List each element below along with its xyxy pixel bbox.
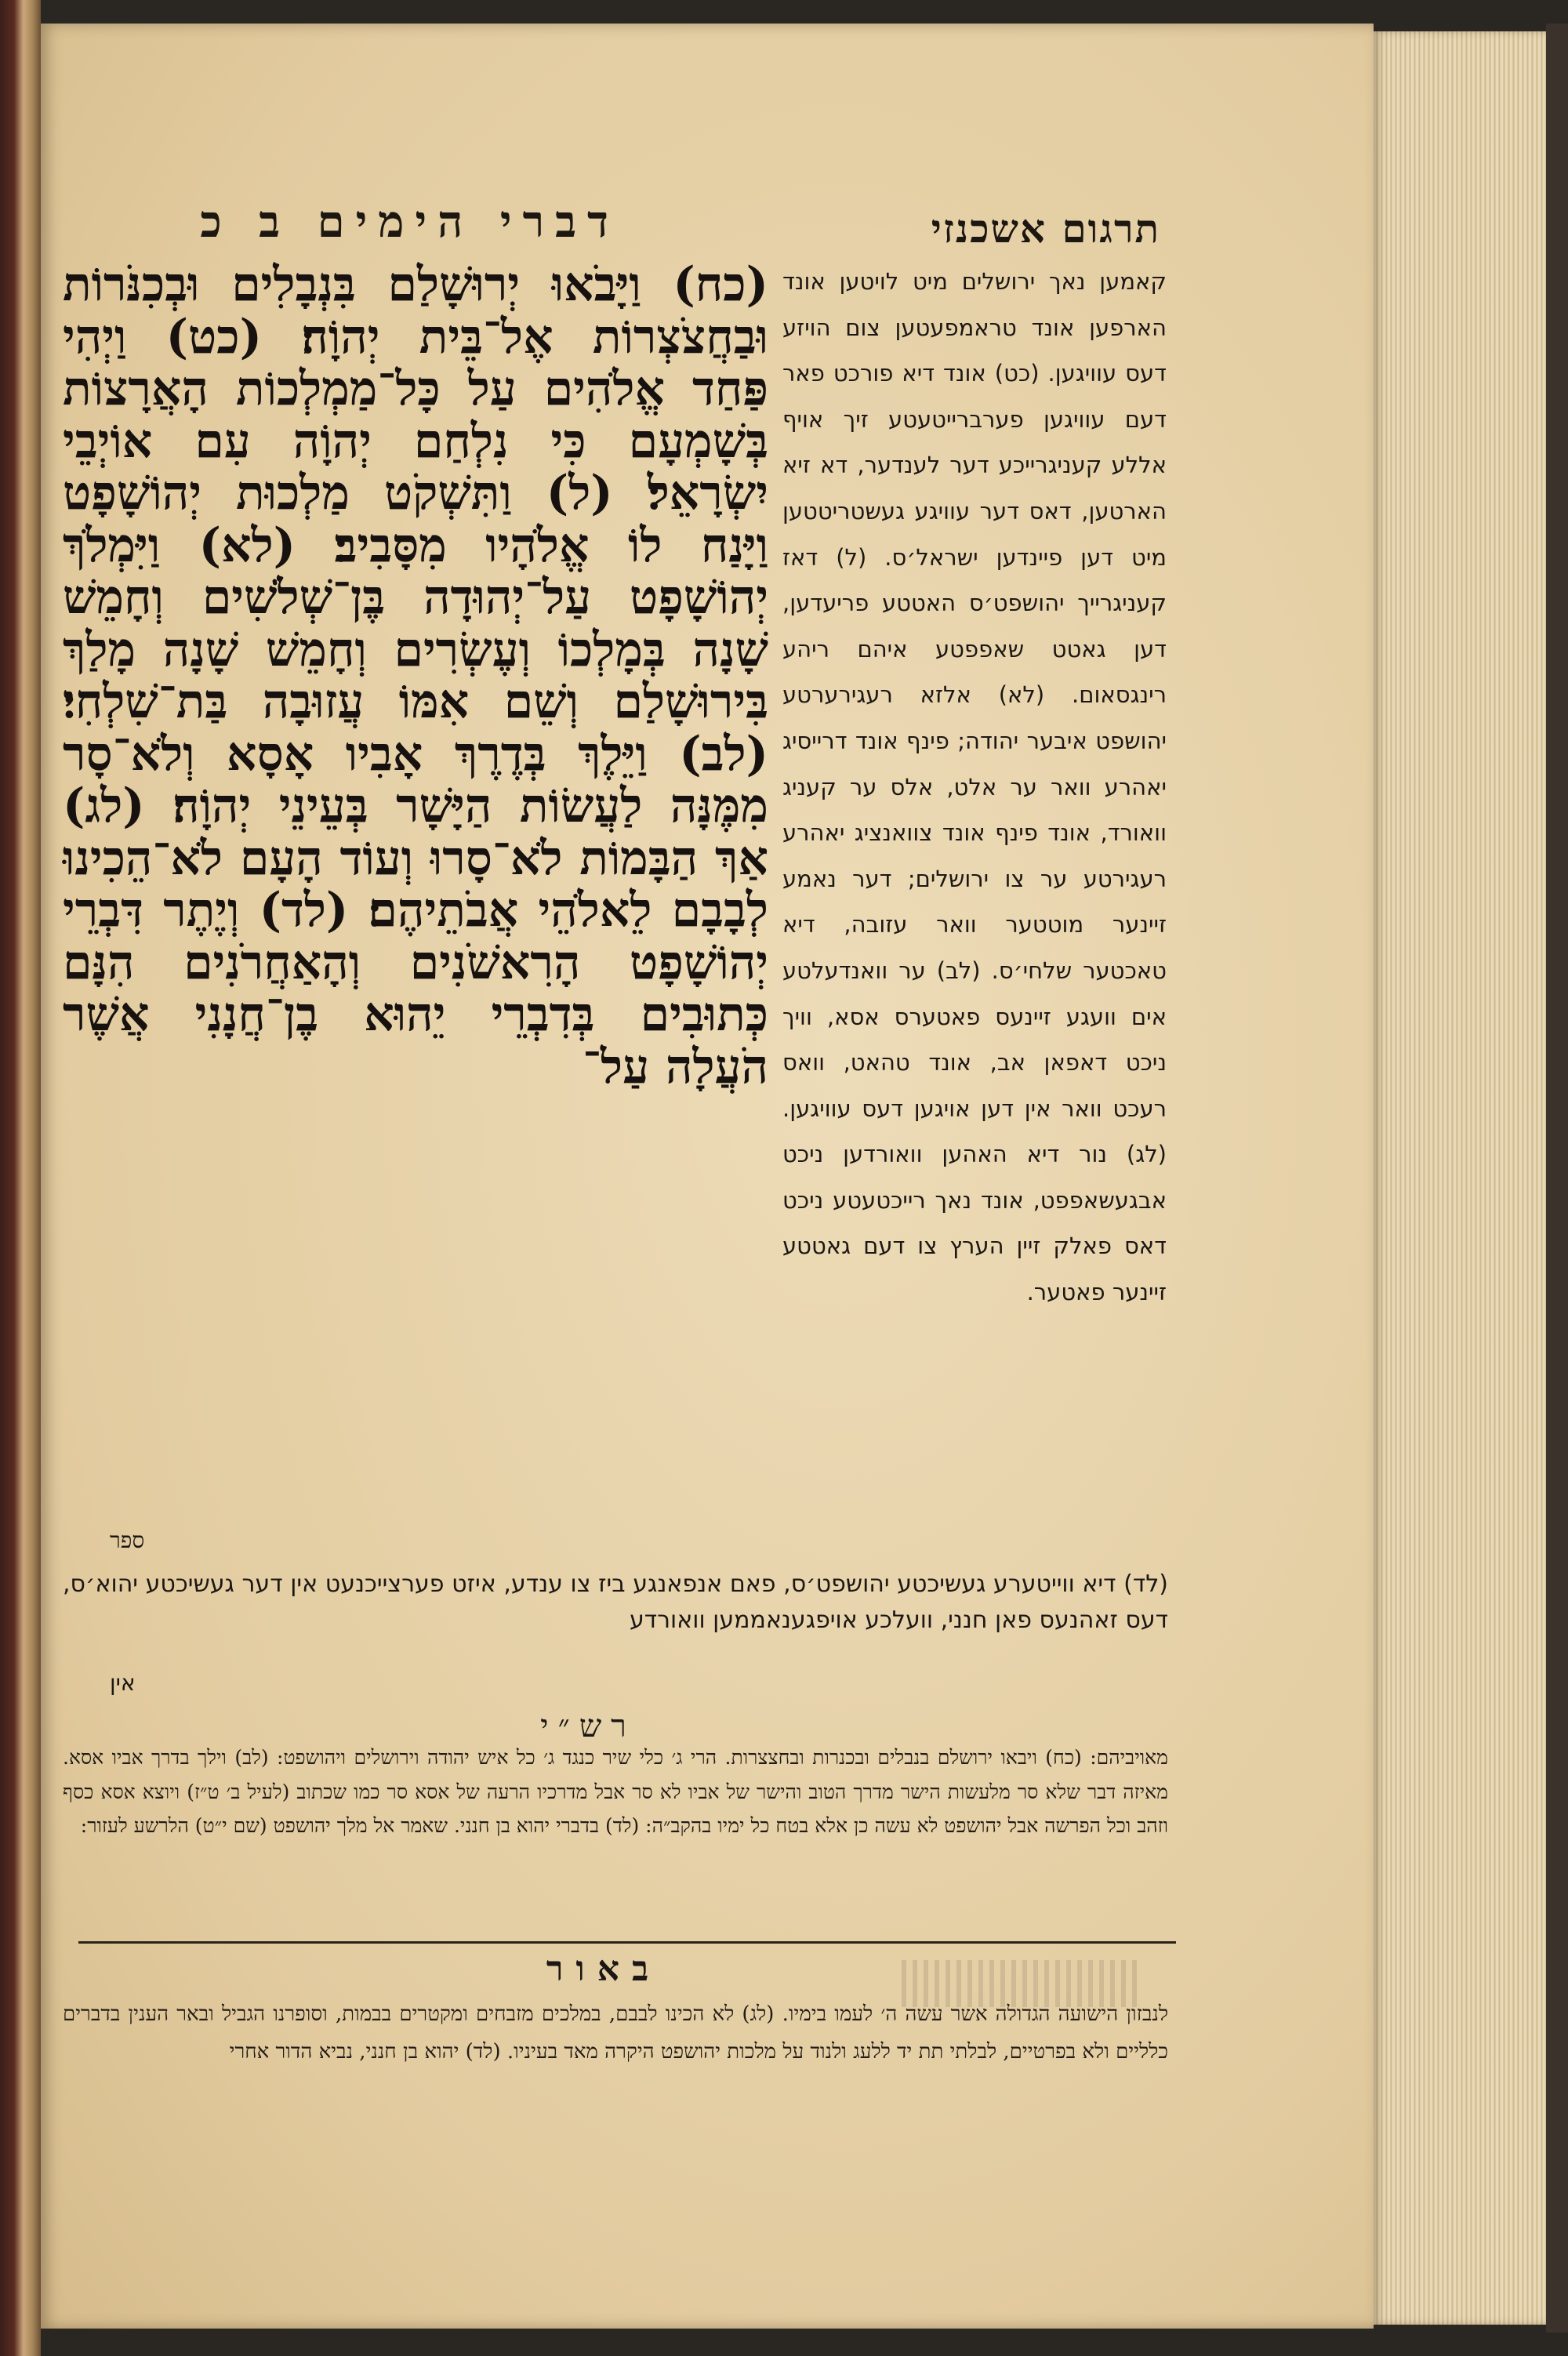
left-page-edge bbox=[0, 0, 41, 2356]
hebrew-main-text: (כח) וַיָּבֹאוּ יְרוּשָׁלַם בִּנְבָלִים וּבְכִנֹּרוֹת וּבַחֲצֹצְרוֹת אֶל־בֵּית יְהוָֹה׃ (כט) וַיְהִי פַּחַד אֱלֹהִים עַל כָּל־מַמְלְכוֹת הָאֲרָצוֹת בְּשָׁמְעָם כִּי נִלְחַם יְהוָֹה עִם אוֹיְבֵי יִשְׂרָאֵל׃ (ל) וַתִּשְׁקֹט מַלְכוּת יְהוֹשָׁפָט וַיָּנַח לוֹ אֱלֹהָיו מִסָּבִיב׃ (לא) וַיִּמְלֹךְ יְהוֹשָׁפָט עַל־יְהוּדָה בֶּן־שְׁלֹשִׁים וְחָמֵשׁ שָׁנָה בְּמָלְכוֹ וְעֶשְׂרִים וְחָמֵשׁ שָׁנָה מָלַךְ בִּירוּשָׁלַם וְשֵׁם אִמּוֹ עֲזוּבָה בַּת־שִׁלְחִי׃ (לב) וַיֵּלֶךְ בְּדֶרֶךְ אָבִיו אָסָא וְלֹא־סָר מִמֶּנָּה לַעֲשׂוֹת הַיָּשָׁר בְּעֵינֵי יְהוָֹה׃ (לג) אַךְ הַבָּמוֹת לֹא־סָרוּ וְעוֹד הָעָם לֹא־הֵכִינוּ לְבָבָם לֵאלֹהֵי אֲבֹתֵיהֶם׃ (לד) וְיֶתֶר דִּבְרֵי יְהוֹשָׁפָט הָרִאשֹׁנִים וְהָאַחֲרֹנִים הִנָּם כְּתוּבִים בְּדִבְרֵי יֵהוּא בֶן־חֲנָנִי אֲשֶׁר הֹעֲלָה עַל־ bbox=[63, 257, 768, 1095]
targum-header: תרגום אשכנזי bbox=[931, 205, 1160, 252]
beur-commentary: לנבזון הישועה הגדולה אשר עשה ה׳ לעמו בימיו. (לג) לא הכינו לבבם, במלכים מזבחים ומקטרים בבמות, וסופרנו הגביל ובאר הענין בדברים כלליים ולא בפרטיים, לבלתי תת יד ללעג ולנוד על מלכות יהושפט היקרה מאד בעיניו. (לד) יהוא בן חנני, נביא הדור אחרי bbox=[63, 2002, 1168, 2064]
targum-column: קאמען נאך ירושלים מיט לויטען אונד הארפען אונד טראמפעטען צום הויזע דעס עוויגען. (כט) אונד דיא פורכט פאר דעם עוויגען פערברייטעטע זיך אויף אללע קעניגרייכע דער לענדער, דא זיא הארטען, דאס דער עוויגע געשטריטטען מיט דען פיינדען ישראל׳ס. (ל) דאז קעניגרייך יהושפט׳ס האטטע פריעדען, דען גאטט שאפפטע איהם ריהע רינגסאום. (לא) אלזא רעגירערטע יהושפט איבער יהודה; פינף אונד דרייסיג יאהרע וואר ער אלט, אלס ער קעניג וואורד, אונד פינף אונד צוואנציג יאהרע רעגירטע ער צו ירושלים; דער נאמע זיינער מוטטער וואר עזובה, דיא טאכטער שלחי׳ס. (לב) ער וואנדעלטע אים וועגע זיינעס פאטערס אסא, וויך ניכט דאפאן אב, אונד טהאט, וואס רעכט וואר אין דען אויגען דעס עוויגען. (לג) נור דיא האהען וואורדען ניכט אבגעשאפפט, אונד נאך רייכטעטע ניכט דאס פאלק זיין הערץ צו דעם גאטטע זיינער פאטער. bbox=[782, 268, 1167, 1306]
background-right bbox=[1546, 24, 1568, 2332]
beur-heading: באור bbox=[546, 1949, 662, 1989]
catchword-continuation: אין bbox=[110, 1670, 136, 1696]
page-block-edge bbox=[1374, 31, 1546, 2325]
targum-continuation: (לד) דיא ווייטערע געשיכטע יהושפט׳ס, פאם אנפאנגע ביז צו ענדע, איזט פערצייכנעט אין דער געשיכטע יהוא׳ס, דעס זאהנעס פאן חנני, וועלכע אויפגענאממען וואורדע bbox=[63, 1570, 1168, 1634]
catchword: ספר bbox=[110, 1527, 145, 1553]
rashi-heading: רש״י bbox=[540, 1708, 636, 1744]
running-head: דברי הימים ב כ bbox=[200, 196, 619, 248]
divider-rule bbox=[78, 1941, 1176, 1944]
rashi-commentary: מאויביהם: (כח) ויבאו ירושלם בנבלים ובכנרות ובחצצרות. הרי ג׳ כלי שיר כנגד ג׳ כל איש יהודה וירושלים ויהושפט: (לב) וילך בדרך אביו אסא. מאיזה דבר שלא סר מלעשות הישר מדרך הטוב והישר של אביו לא סר אבל מדרכיו הרעה של אסא סר כמו שכתוב (לעיל ב׳ ט״ז) ויוצא אסא כסף וזהב וכל הפרשה אבל יהושפט לא עשה כן אלא בטח כל ימיו בהקב״ה: (לד) בדברי יהוא בן חנני. שאמר אל מלך יהושפט (שם י״ט) הלרשע לעזור: bbox=[63, 1746, 1168, 1837]
